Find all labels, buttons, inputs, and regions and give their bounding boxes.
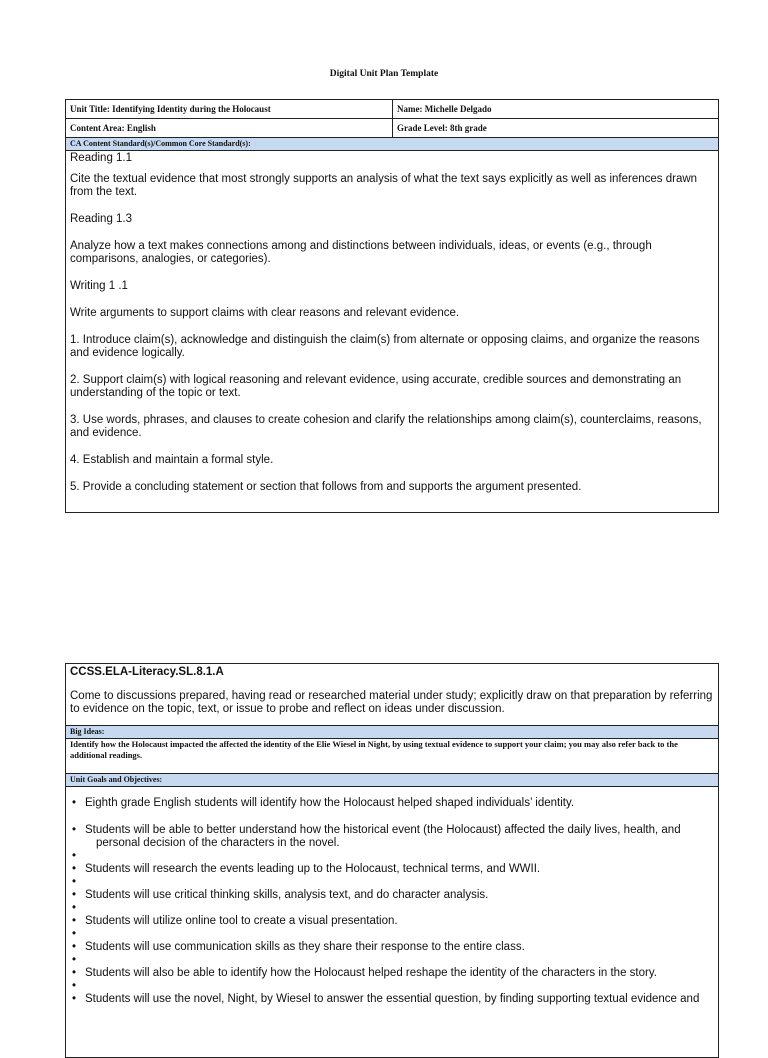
- ccss-code: CCSS.ELA-Literacy.SL.8.1.A: [70, 666, 224, 678]
- grade-level-cell: Grade Level: 8th grade: [393, 119, 719, 138]
- goals-cell: [66, 787, 719, 1058]
- list-item: • Students will research the events leading up to the Holocaust, technical terms, and WWII.: [70, 863, 714, 876]
- writing-title: Writing 1 .1: [70, 280, 128, 292]
- list-item-continued: personal decision of the characters in the novel.: [96, 837, 340, 849]
- reading-1-3-text: Analyze how a text makes connections among and distinctions between individuals, ideas, or events (e.g., through comparisons, analogies, or categories).: [70, 240, 652, 265]
- unit-title-cell: Unit Title: Identifying Identity during the Holocaust: [66, 100, 393, 119]
- standards-body: [66, 151, 719, 513]
- empty-bullet: [70, 980, 714, 993]
- goals-label: Unit Goals and Objectives:: [66, 774, 719, 787]
- writing-item: 1. Introduce claim(s), acknowledge and distinguish the claim(s) from alternate or opposing claims, and organize the reasons and evidence logically.: [70, 334, 700, 359]
- list-item: • Students will be able to better understand how the historical event (the Holocaust) affected the daily lives, health, and: [70, 824, 714, 837]
- objectives-table: [65, 663, 719, 1058]
- empty-bullet: [70, 876, 714, 889]
- document-title: Digital Unit Plan Template: [329, 69, 439, 79]
- writing-text: Write arguments to support claims with clear reasons and relevant evidence.: [70, 307, 460, 319]
- reading-1-3-title: Reading 1.3: [70, 213, 133, 225]
- writing-item: 4. Establish and maintain a formal style.: [70, 454, 274, 466]
- reading-1-1-text: Cite the textual evidence that most strongly supports an analysis of what the text says explicitly as well as inferences drawn from the text.: [70, 173, 698, 198]
- writing-item: 5. Provide a concluding statement or section that follows from and supports the argument presented.: [70, 481, 582, 493]
- list-item: • Students will use communication skills as they share their response to the entire class.: [70, 941, 714, 954]
- standards-label: CA Content Standard(s)/Common Core Standard(s):: [66, 138, 719, 151]
- writing-item: 2. Support claim(s) with logical reasoning and relevant evidence, using accurate, credible sources and demonstrating an understanding of the topic or text.: [70, 374, 682, 399]
- ccss-text: Come to discussions prepared, having read or researched material under study; explicitly draw on that preparation by referring to evidence on the topic, text, or issue to probe and reflect on ideas under discussion.: [70, 690, 713, 715]
- list-item: • Students will utilize online tool to create a visual presentation.: [70, 915, 714, 928]
- name-cell: Name: Michelle Delgado: [393, 100, 719, 119]
- ccss-cell: [66, 664, 719, 726]
- empty-bullet: [70, 928, 714, 941]
- content-area-cell: Content Area: English: [66, 119, 393, 138]
- list-item: • Eighth grade English students will identify how the Holocaust helped shaped individuals’ identity.: [70, 797, 714, 810]
- empty-bullet: [70, 954, 714, 967]
- big-ideas-label: Big Ideas:: [66, 726, 719, 739]
- empty-bullet: [70, 850, 714, 863]
- list-item: • Students will also be able to identify how the Holocaust helped reshape the identity of the characters in the story.: [70, 967, 714, 980]
- big-ideas-text: Identify how the Holocaust impacted the affected the identity of the Elie Wiesel in Night, by using textual evidence to support your claim; you may also refer back to the additional readings.: [66, 739, 719, 774]
- list-item: • Students will use the novel, Night, by Wiesel to answer the essential question, by finding supporting textual evidence and: [70, 993, 714, 1006]
- empty-bullet: [70, 902, 714, 915]
- list-item: • Students will use critical thinking skills, analysis text, and do character analysis.: [70, 889, 714, 902]
- writing-item: 3. Use words, phrases, and clauses to create cohesion and clarify the relationships among claim(s), counterclaims, reasons, and evidence.: [70, 414, 702, 439]
- reading-1-1-title: Reading 1.1: [70, 152, 133, 164]
- unit-plan-table: [65, 99, 719, 513]
